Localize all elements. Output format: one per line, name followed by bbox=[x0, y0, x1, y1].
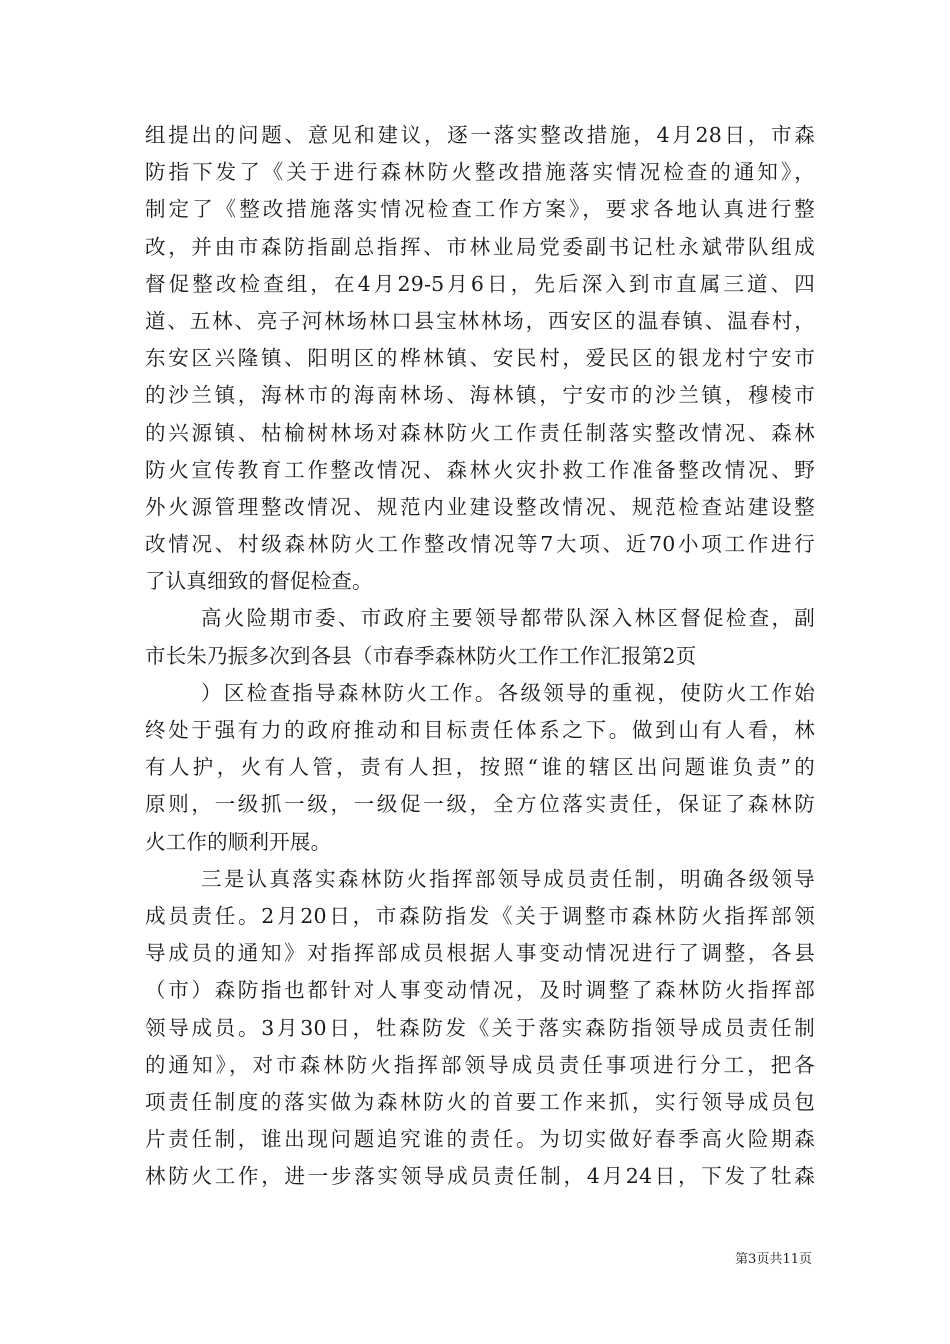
text-line: 终处于强有力的政府推动和目标责任体系之下。做到山有人看，林 bbox=[145, 718, 815, 742]
text-line: 组提出的问题、意见和建议，逐一落实整改措施，4月28日，市森 bbox=[145, 123, 815, 147]
text-line: 火工作的顺利开展。 bbox=[145, 829, 332, 854]
text-line: （市）森防指也都针对人事变动情况，及时调整了森林防火指挥部 bbox=[145, 978, 815, 1003]
text-line: 的沙兰镇，海林市的海南林场、海林镇，宁安市的沙兰镇，穆棱市 bbox=[145, 383, 815, 408]
text-line: 的兴源镇、枯榆树林场对森林防火工作责任制落实整改情况、森林 bbox=[145, 420, 815, 445]
body-text bbox=[145, 117, 815, 1195]
text-line: 市长朱乃振多次到各县（市春季森林防火工作工作汇报第2页 bbox=[145, 643, 697, 668]
text-line: 改，并由市森防指副总指挥、市林业局党委副书记杜永斌带队组成 bbox=[145, 234, 815, 259]
text-line: 领导成员。3月30日，牡森防发《关于落实森防指领导成员责任制 bbox=[145, 1015, 815, 1040]
text-line: 成员责任。2月20日，市森防指发《关于调整市森林防火指挥部领 bbox=[145, 903, 815, 928]
page-footer: 第3页共11页 bbox=[735, 1252, 812, 1267]
text-line: 外火源管理整改情况、规范内业建设整改情况、规范检查站建设整 bbox=[145, 494, 815, 519]
text-line: 督促整改检查组，在4月29-5月6日，先后深入到市直属三道、四 bbox=[145, 271, 815, 296]
text-line: 导成员的通知》对指挥部成员根据人事变动情况进行了调整，各县 bbox=[145, 941, 815, 966]
text-line: 的通知》，对市森林防火指挥部领导成员责任事项进行分工，把各 bbox=[145, 1052, 815, 1077]
text-line: 防火宣传教育工作整改情况、森林火灾扑救工作准备整改情况、野 bbox=[145, 457, 815, 482]
text-line: 三是认真落实森林防火指挥部领导成员责任制，明确各级领导 bbox=[201, 866, 815, 891]
text-line: 东安区兴隆镇、阳明区的桦林镇、安民村，爱民区的银龙村宁安市 bbox=[145, 346, 815, 371]
text-line: 高火险期市委、市政府主要领导都带队深入林区督促检查，副 bbox=[201, 606, 815, 631]
text-line: 制定了《整改措施落实情况检查工作方案》，要求各地认真进行整 bbox=[145, 197, 815, 222]
text-line: 林防火工作，进一步落实领导成员责任制，4月24日，下发了牡森 bbox=[145, 1164, 815, 1189]
text-line: 项责任制度的落实做为森林防火的首要工作来抓，实行领导成员包 bbox=[145, 1089, 815, 1114]
text-line: 防指下发了《关于进行森林防火整改措施落实情况检查的通知》， bbox=[145, 160, 815, 185]
text-line: 改情况、村级森林防火工作整改情况等7大项、近70小项工作进行 bbox=[145, 532, 815, 557]
text-line: 道、五林、亮子河林场林口县宝林林场，西安区的温春镇、温春村， bbox=[145, 308, 815, 333]
text-line: 了认真细致的督促检查。 bbox=[145, 569, 373, 594]
text-line: 片责任制，谁出现问题追究谁的责任。为切实做好春季高火险期森 bbox=[145, 1127, 815, 1152]
text-line: ）区检查指导森林防火工作。各级领导的重视，使防火工作始 bbox=[201, 680, 815, 705]
text-line: 原则，一级抓一级，一级促一级，全方位落实责任，保证了森林防 bbox=[145, 792, 815, 817]
text-line: 有人护，火有人管，责有人担，按照“谁的辖区出问题谁负责”的 bbox=[145, 755, 815, 780]
